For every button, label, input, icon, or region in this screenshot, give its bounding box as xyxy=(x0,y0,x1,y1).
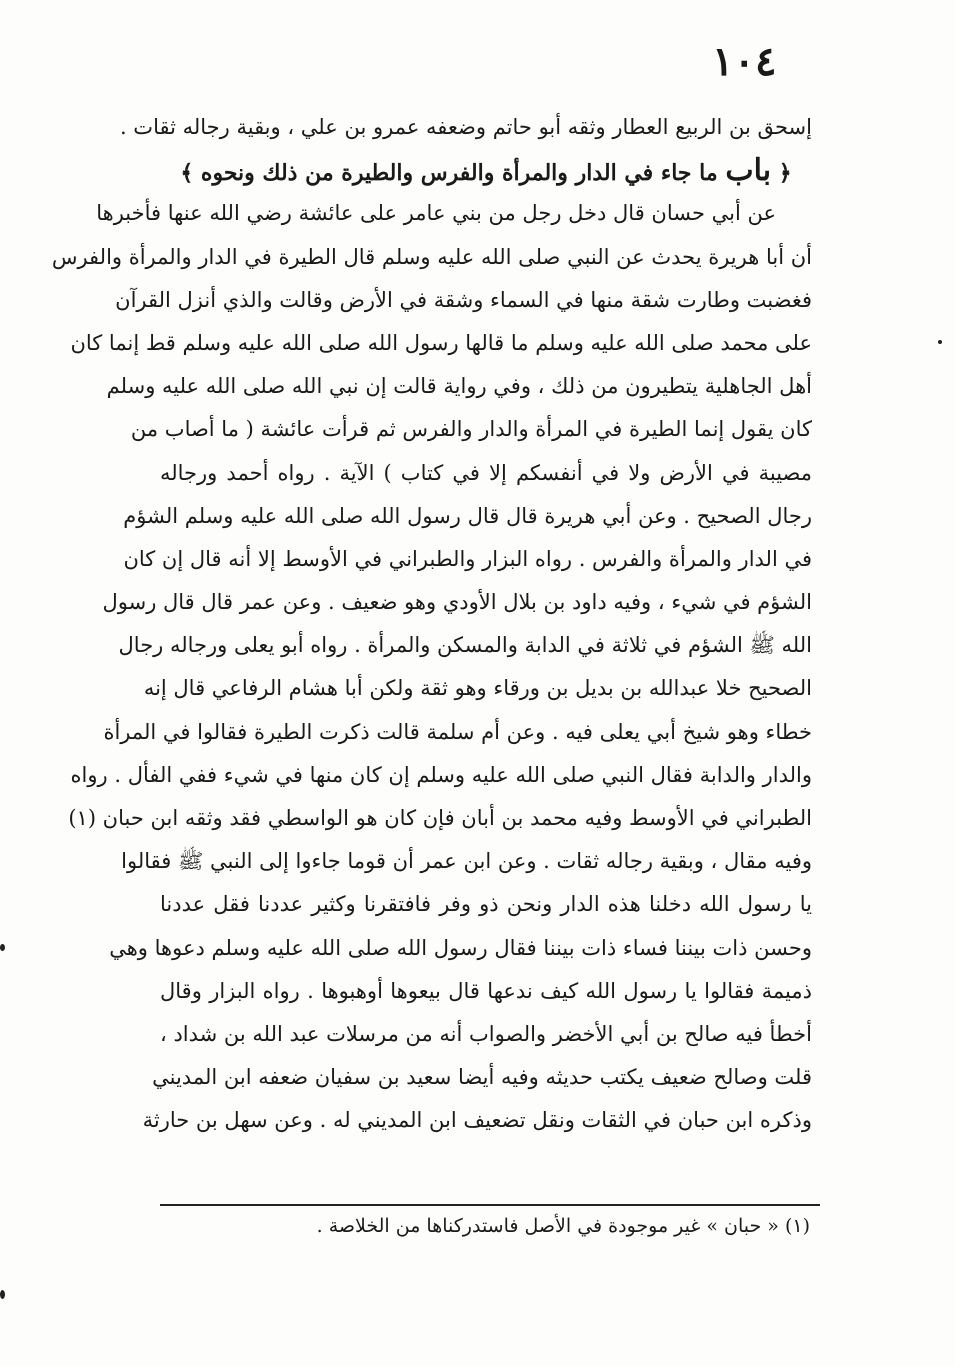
text-line: قلت وصالح ضعيف يكتب حديثه وفيه أيضا سعيد بن سفيان ضعفه ابن المديني xyxy=(152,1065,812,1090)
text-line: مصيبة في الأرض ولا في أنفسكم إلا في كتاب ) الآية . رواه أحمد ورجاله xyxy=(160,460,812,485)
text-line: عن أبي حسان قال دخل رجل من بني عامر على عائشة رضي الله عنها فأخبرها xyxy=(96,201,776,226)
main-text xyxy=(51,106,812,1143)
text-line: خطاء وهو شيخ أبي يعلى فيه . وعن أم سلمة قالت ذكرت الطيرة فقالوا في المرأة xyxy=(103,719,812,744)
footnote: (١) « حبان » غير موجودة في الأصل فاستدركناها من الخلاصة . xyxy=(316,1215,810,1237)
text-line: الطبراني في الأوسط وفيه محمد بن أبان فإن كان هو الواسطي فقد وثقه ابن حبان (١) xyxy=(68,806,812,830)
chapter-heading xyxy=(160,149,812,192)
text-line: إسحق بن الربيع العطار وثقه أبو حاتم وضعفه عمرو بن علي ، وبقية رجاله ثقات . xyxy=(119,115,812,139)
text-line: أهل الجاهلية يتطيرون من ذلك ، وفي رواية قالت إن نبي الله صلى الله عليه وسلم xyxy=(106,374,812,399)
text-line: وحسن ذات بيننا فساء ذات بيننا فقال رسول الله صلى الله عليه وسلم دعوها وهي xyxy=(109,935,812,960)
text-line: أخطأ فيه صالح بن أبي الأخضر والصواب أنه من مرسلات عبد الله بن شداد ، xyxy=(159,1021,812,1046)
text-line: كان يقول إنما الطيرة في المرأة والدار والفرس ثم قرأت عائشة ( ما أصاب من xyxy=(130,417,812,442)
text-line: ذميمة فقالوا يا رسول الله كيف ندعها قال بيعوها أوهبوها . رواه البزار وقال xyxy=(160,978,812,1003)
scan-speck xyxy=(938,340,942,344)
text-line: فغضبت وطارت شقة منها في السماء وشقة في الأرض وقالت والذي أنزل القرآن xyxy=(115,287,812,312)
chapter-title: ما جاء في الدار والمرأة والفرس والطيرة من ذلك ونحوه xyxy=(200,160,718,187)
text-line: يا رسول الله دخلنا هذه الدار ونحن ذو وفر فافتقرنا وكثير عددنا فقل عددنا xyxy=(160,892,812,917)
text-line: الله ﷺ الشؤم في ثلاثة في الدابة والمسكن والمرأة . رواه أبو يعلى ورجاله رجال xyxy=(118,633,812,658)
text-line: على محمد صلى الله عليه وسلم ما قالها رسول الله صلى الله عليه وسلم قط إنما كان xyxy=(70,330,812,355)
chapter-word: باب xyxy=(725,153,772,189)
text-line: والدار والدابة فقال النبي صلى الله عليه وسلم إن كان منها في شيء ففي الفأل . رواه xyxy=(70,762,812,787)
text-line: الصحيح خلا عبدالله بن بديل بن ورقاء وهو ثقة ولكن أبا هشام الرفاعي قال إنه xyxy=(143,676,812,701)
chapter-close-bracket: ﴾ xyxy=(180,160,194,187)
chapter-open-bracket: ﴿ xyxy=(778,160,792,187)
text-line: في الدار والمرأة والفرس . رواه البزار والطبراني في الأوسط إلا أنه قال إن كان xyxy=(123,546,812,571)
scan-speck xyxy=(0,944,5,951)
footnote-divider xyxy=(160,1204,820,1206)
text-line: رجال الصحيح . وعن أبي هريرة قال قال رسول الله صلى الله عليه وسلم الشؤم xyxy=(123,503,812,528)
text-line: وفيه مقال ، وبقية رجاله ثقات . وعن ابن عمر أن قوما جاءوا إلى النبي ﷺ فقالوا xyxy=(121,849,812,874)
text-line: وذكره ابن حبان في الثقات ونقل تضعيف ابن المديني له . وعن سهل بن حارثة xyxy=(142,1108,812,1133)
text-line: الشؤم في شيء ، وفيه داود بن بلال الأودي وهو ضعيف . وعن عمر قال قال رسول xyxy=(102,590,812,615)
scan-speck xyxy=(0,1290,5,1299)
page-number: ١٠٤ xyxy=(712,38,777,85)
text-line: أن أبا هريرة يحدث عن النبي صلى الله عليه وسلم قال الطيرة في الدار والمرأة والفرس xyxy=(51,244,812,269)
